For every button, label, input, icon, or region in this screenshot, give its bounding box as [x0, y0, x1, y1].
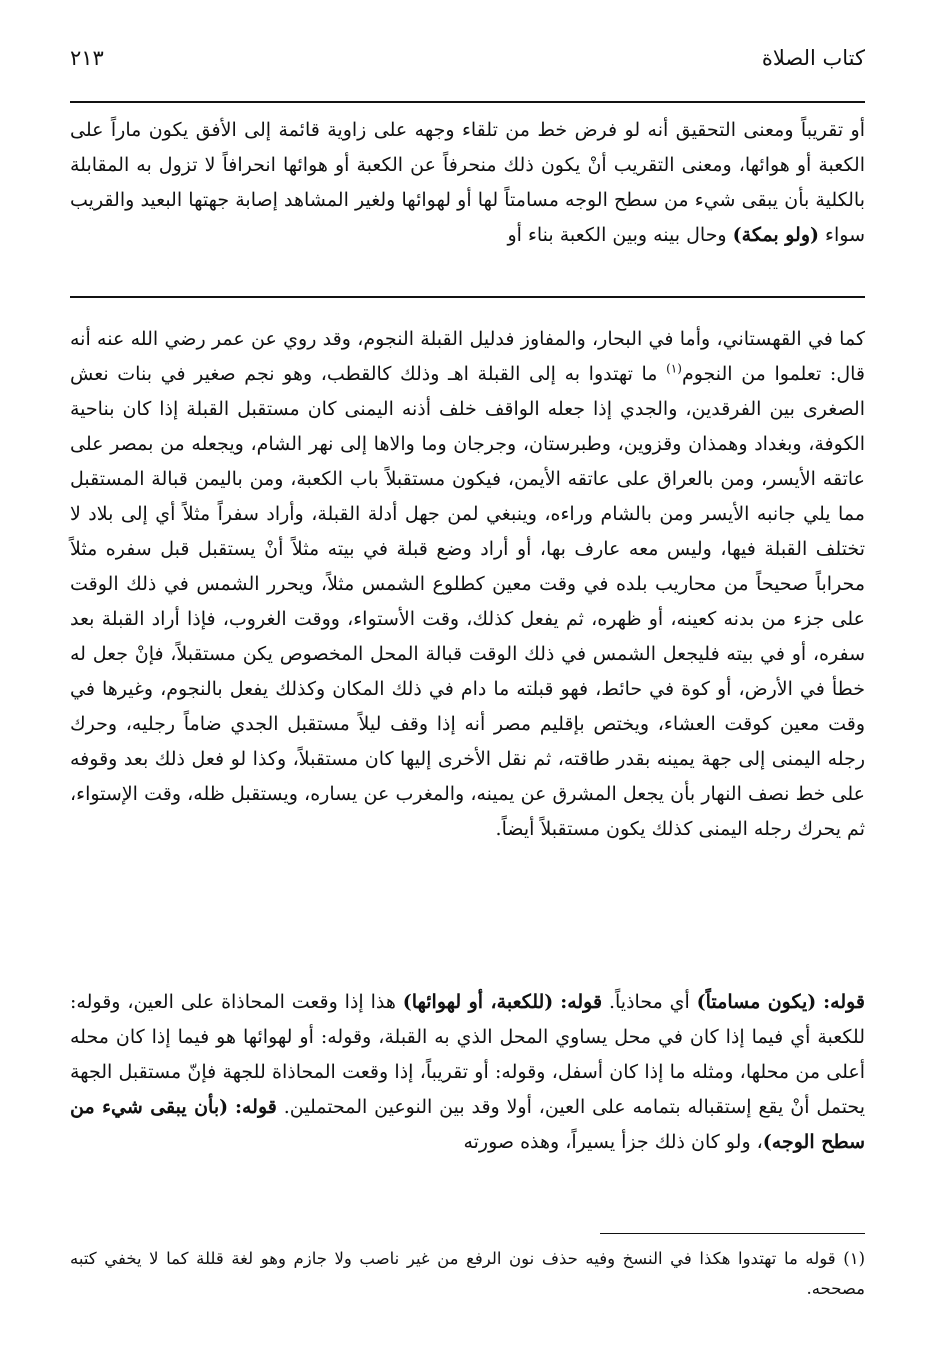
comment-label: قوله:: [234, 1096, 277, 1118]
footnote: [70, 1244, 865, 1304]
matn-text-end: وحال بينه وبين الكعبة بناء أو: [507, 224, 727, 246]
footnote-marker: (١): [666, 361, 682, 376]
comment-paragraph: [70, 985, 865, 1160]
sharh-block: [70, 322, 865, 847]
footnote-divider: [600, 1233, 865, 1234]
page-number: ٢١٣: [70, 46, 104, 70]
comment-label: قوله:: [560, 991, 603, 1013]
header-divider: [70, 101, 865, 103]
matn-paragraph: [70, 113, 865, 253]
matn-block: [70, 113, 865, 253]
matn-divider: [70, 296, 865, 298]
sharh-text-continued: ما تهتدوا به إلى القبلة اهـ وذلك كالقطب، وهو نجم صغير في بنات نعش الصغرى بين الفرقدين، والجدي إذا جعله الواقف خلف أذنه اليمنى كان مستقبل القبلة إذا كان بناحية الكوفة، وبغداد وهمذان وقزوين، وطبرستان، وجرجان وما والاها إلى نهر الشام، ويجعله من بمصر على عاتقه الأيسر، ومن بالعراق على عاتقه الأيمن، فيكون مستقبلاً باب الكعبة، ومن باليمن قبالة المستقبل مما يلي جانبه الأيسر ومن بالشام وراءه، وينبغي لمن جهل أدلة القبلة، وأراد سفراً مثلاً أي إلى بلاد لا تختلف القبلة فيها، وليس معه عارف بها، أو أراد وضع قبلة في بيته مثلاً أنْ يستقبل قبل سفره مثلاً محراباً صحيحاً من محاريب بلده في وقت معين كطلوع الشمس مثلاً، ويحرر الشمس في ذلك الوقت على جزء من بدنه كعينه، أو ظهره، ثم يفعل كذلك، وقت الأستواء، ووقت الغروب، فإذا أراد القبلة بعد سفره، أو في بيته فليجعل الشمس في ذلك الوقت قبالة المحل المخصوص يكن مستقبلاً، فإنْ جعل له خطأ في الأرض، أو كوة في حائط، فهو قبلته ما دام في ذلك المكان وكذلك يفعل بالنجوم، وغيرها في وقت معين كوقت العشاء، ويختص بإقليم مصر أنه إذا وقف ليلاً مستقبل الجدي ضاماً رجليه، وحرك رجله اليمنى إلى جهة يمينه بقدر طاقته، ثم نقل الأخرى إليها كان مستقبلاً، وكذا لو فعل ذلك بعد وقوفه على خط نصف النهار بأن يجعل المشرق عن يمينه، والمغرب عن يساره، ويستقبل ظله، وقت الإستواء، ثم يحرك رجله اليمنى كذلك يكون مستقبلاً أيضاً.: [70, 363, 865, 840]
comment-label: قوله:: [823, 991, 866, 1013]
comment-text: ، ولو كان ذلك جزأ يسيراً، وهذه صورته: [463, 1131, 763, 1153]
comment-text: أي محاذياً.: [608, 991, 690, 1013]
comment-quote: (يكون مسامتاً): [696, 991, 817, 1013]
sharh-text: كما في القهستاني، وأما في البحار، والمفاوز فدليل القبلة النجوم، وقد روي عن عمر رضي الله عنه أنه قال: تعلموا من النجوم: [70, 328, 865, 385]
footnote-text: (١) قوله ما تهتدوا هكذا في النسخ وفيه حذف نون الرفع من غير ناصب ولا جازم وهو لغة قللة كما لا يخفي كتبه مصححه.: [70, 1249, 865, 1298]
matn-text: أو تقريباً ومعنى التحقيق أنه لو فرض خط من تلقاء وجهه على زاوية قائمة إلى الأفق يكون ماراً على الكعبة أو هوائها، ومعنى التقريب أنْ يكون ذلك منحرفاً عن الكعبة أو هوائها انحرافاً لا تزول به المقابلة بالكلية بأن يبقى شيء من سطح الوجه مسامتاً لها أو لهوائها ولغير المشاهد إصابة جهتها البعيد والقريب سواء: [70, 119, 865, 246]
sharh-paragraph: [70, 322, 865, 847]
book-title: كتاب الصلاة: [761, 46, 865, 70]
page-header: [70, 46, 865, 86]
comment-quote: (للكعبة، أو لهوائها): [402, 991, 554, 1013]
comment-quote: (بأن يبقى شيء من سطح الوجه): [70, 1096, 865, 1153]
comment-text: هذا إذا وقعت المحاذاة على العين، وقوله: للكعبة أي فيما إذا كان في محل يساوي المحل الذي به القبلة، وقوله: أو لهوائها هو فيما إذا كان محله أعلى من محلها، ومثله ما إذا كان أسفل، وقوله: أو تقريباً، إذا وقعت المحاذاة للجهة فإنّ مستقبل الجهة يحتمل أنْ يقع إستقباله بتمامه على العين، أولا وقد بين النوعين المحتملين.: [70, 991, 865, 1118]
comment-block: [70, 985, 865, 1160]
matn-bold-phrase: (ولو بمكة): [732, 224, 819, 246]
